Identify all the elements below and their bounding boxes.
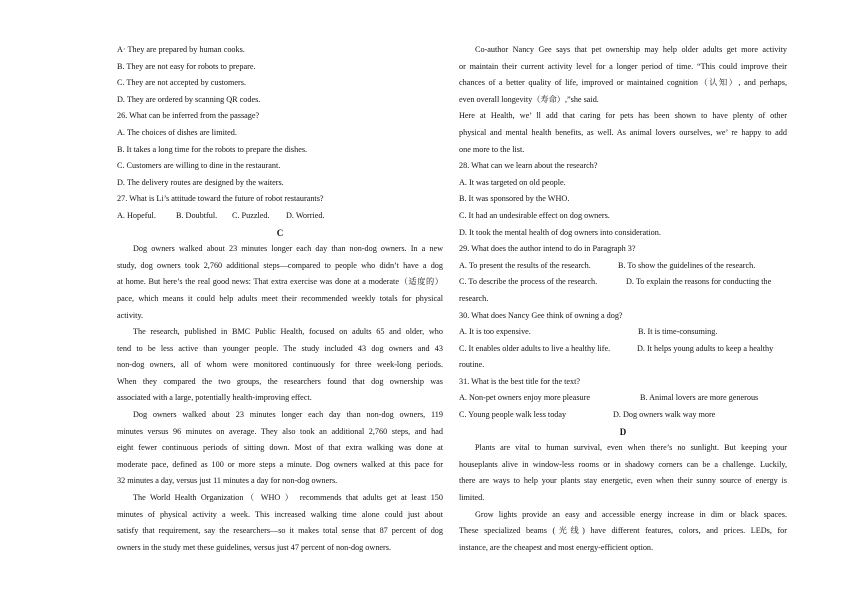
para-line: physical and mental health benefits, as well. As animal lovers ourselves, we’ re happy to add <box>459 127 787 137</box>
q30-option-c: C. It enables older adults to live a healthy life. <box>459 343 611 353</box>
q30-option-b: B. It is time-consuming. <box>638 327 718 337</box>
section-heading-c: C <box>276 227 284 238</box>
para-line: activity. <box>117 310 144 320</box>
para-line: Plants are vital to human survival, even when there’s no sunlight. But keeping your <box>475 443 787 453</box>
para-line: When they compared the two groups, the researchers found that dog ownership was <box>117 376 443 386</box>
q29-option-c: C. To describe the process of the research. <box>459 277 598 287</box>
para-line: study, dog owners took 2,760 additional steps—compared to people who didn’t have a dog <box>117 260 443 270</box>
q27-option-a: A. Hopeful. <box>117 210 156 220</box>
q28-option-c: C. It had an undesirable effect on dog owners. <box>459 210 610 220</box>
para-line: houseplants alive in window-less rooms or in shadowy corners can be a challenge. Luckily, <box>459 459 787 469</box>
section-heading-d: D <box>619 426 627 437</box>
para-line: 32 minutes a day, versus just 11 minutes a day for non-dog owners. <box>117 476 338 486</box>
q31-option-d: D. Dog owners walk way more <box>613 410 716 420</box>
paragraph-4 <box>117 490 443 556</box>
para-line: chances of a better quality of life, improved or maintained cognition（认知）, and perhaps, <box>459 78 787 88</box>
q29-options-cd <box>459 274 787 291</box>
q25-option-a: A· They are prepared by human cooks. <box>117 45 245 54</box>
q29-option-b: B. To show the guidelines of the research. <box>618 260 756 270</box>
q28-option-a: A. It was targeted on old people. <box>459 177 566 187</box>
q30-options-ab <box>459 324 787 341</box>
paragraph-3 <box>117 407 443 490</box>
para-line: even overall longevity（寿命）,”she said. <box>459 94 599 104</box>
q26-option-d: D. The delivery routes are designed by the waiters. <box>117 177 284 187</box>
q31-question: 31. What is the best title for the text? <box>459 376 581 386</box>
q30-options-cd <box>459 341 787 358</box>
para-line: owners in the study met these guidelines, versus just 47 percent of non-dog owners. <box>117 542 392 552</box>
q26-question: 26. What can be inferred from the passage? <box>117 111 260 121</box>
para-line: satisfy that requirement, say the researchers—so it makes total sense that 87 percent of dog <box>117 526 443 536</box>
q25-option-d: D. They are ordered by scanning QR codes. <box>117 94 261 104</box>
q26-option-a: A. The choices of dishes are limited. <box>117 127 237 137</box>
para-line: associated with a large, potentially health-improving effect. <box>117 393 312 403</box>
para-line: minutes versus 96 minutes on average. They also took an additional 2,760 steps, and had <box>117 426 443 436</box>
q27-options <box>117 208 443 225</box>
q30-option-d: D. It helps young adults to keep a healthy <box>637 343 774 353</box>
q30-question: 30. What does Nancy Gee think of owning a dog? <box>459 310 623 320</box>
para-line: eight fewer continuous periods of sitting down. Most of that extra walking was done at <box>117 443 443 453</box>
para-line: one more to the list. <box>459 144 525 154</box>
paragraph-2 <box>117 324 443 407</box>
q27-option-c: C. Puzzled. <box>232 210 270 220</box>
paragraph-5 <box>459 42 787 108</box>
q31-options-ab <box>459 390 787 407</box>
q26-option-b: B. It takes a long time for the robots to prepare the dishes. <box>117 144 308 154</box>
q27-question: 27. What is Li’s attitude toward the future of robot restaurants? <box>117 194 324 204</box>
q31-option-b: B. Animal lovers are more generous <box>640 393 759 403</box>
para-line: there are ways to help your plants stay energetic, even when their sunny source of energy is <box>459 476 787 486</box>
q26-option-c: C. Customers are willing to dine in the restaurant. <box>117 161 281 171</box>
paragraph-8 <box>459 507 787 557</box>
q28-question: 28. What can we learn about the research? <box>459 161 598 171</box>
para-line: minutes of physical activity a week. This increased walking time alone could just about <box>117 509 443 519</box>
para-line: Grow lights provide an easy and accessible energy increase in dim or black spaces. <box>475 509 787 519</box>
q28-option-b: B. It was sponsored by the WHO. <box>459 194 570 204</box>
q30-option-d-cont: routine. <box>459 360 485 370</box>
para-line: limited. <box>459 493 485 503</box>
para-line: The research, published in BMC Public Health, focused on adults 65 and older, who <box>133 327 443 337</box>
q29-option-a: A. To present the results of the research. <box>459 260 591 270</box>
q25-option-c: C. They are not accepted by customers. <box>117 78 246 88</box>
para-line: Co-author Nancy Gee says that pet ownership may help older adults get more activity <box>475 45 787 54</box>
q29-option-d-cont: research. <box>459 293 489 303</box>
q31-options-cd <box>459 407 787 424</box>
para-line: Here at Health, we’ ll add that caring for pets has been shown to have plenty of other <box>459 111 787 121</box>
para-line: Dog owners walked about 23 minutes longer each day than non-dog owners, 119 <box>133 410 443 420</box>
q27-option-b: B. Doubtful. <box>176 210 218 220</box>
q31-option-a: A. Non-pet owners enjoy more pleasure <box>459 393 590 403</box>
para-line: Dog owners walked about 23 minutes longer each day than non-dog owners. In a new <box>133 244 443 254</box>
q29-options-ab <box>459 258 787 275</box>
q31-option-c: C. Young people walk less today <box>459 410 567 420</box>
q30-option-a: A. It is too expensive. <box>459 327 531 337</box>
paragraph-1 <box>117 241 443 324</box>
q25-option-b: B. They are not easy for robots to prepare. <box>117 61 256 71</box>
right-column <box>459 42 787 556</box>
para-line: The World Health Organization（ WHO ） recommends that adults get at least 150 <box>133 493 443 503</box>
para-line: These specialized beams (光线) have different features, colors, and prices. LEDs, for <box>459 526 787 536</box>
left-column <box>117 42 443 556</box>
para-line: tend to be less active than younger people. The study included 43 dog owners and 43 <box>117 343 443 353</box>
para-line: instance, are the cheapest and most energy-efficient option. <box>459 542 654 552</box>
para-line: non-dog owners, all of whom were monitored continuously for three week-long periods. <box>117 360 443 370</box>
para-line: moderate pace, defined as 100 or more steps a minute. Dog owners walked at this pace for <box>117 459 443 469</box>
para-line: pace, which means it could help adults meet their recommended weekly totals for physical <box>117 293 443 303</box>
q29-question: 29. What does the author intend to do in Paragraph 3? <box>459 244 636 254</box>
q29-option-d: D. To explain the reasons for conducting the <box>626 277 772 287</box>
para-line: at home. But here’s the real good news: That extra exercise was done at a moderate（适度的） <box>117 277 443 287</box>
q27-option-d: D. Worried. <box>286 210 325 220</box>
para-line: or maintain their current activity level for a longer period of time. “This could improve their <box>459 61 787 71</box>
q28-option-d: D. It took the mental health of dog owners into consideration. <box>459 227 661 237</box>
paragraph-7 <box>459 440 787 506</box>
paragraph-6 <box>459 108 787 158</box>
